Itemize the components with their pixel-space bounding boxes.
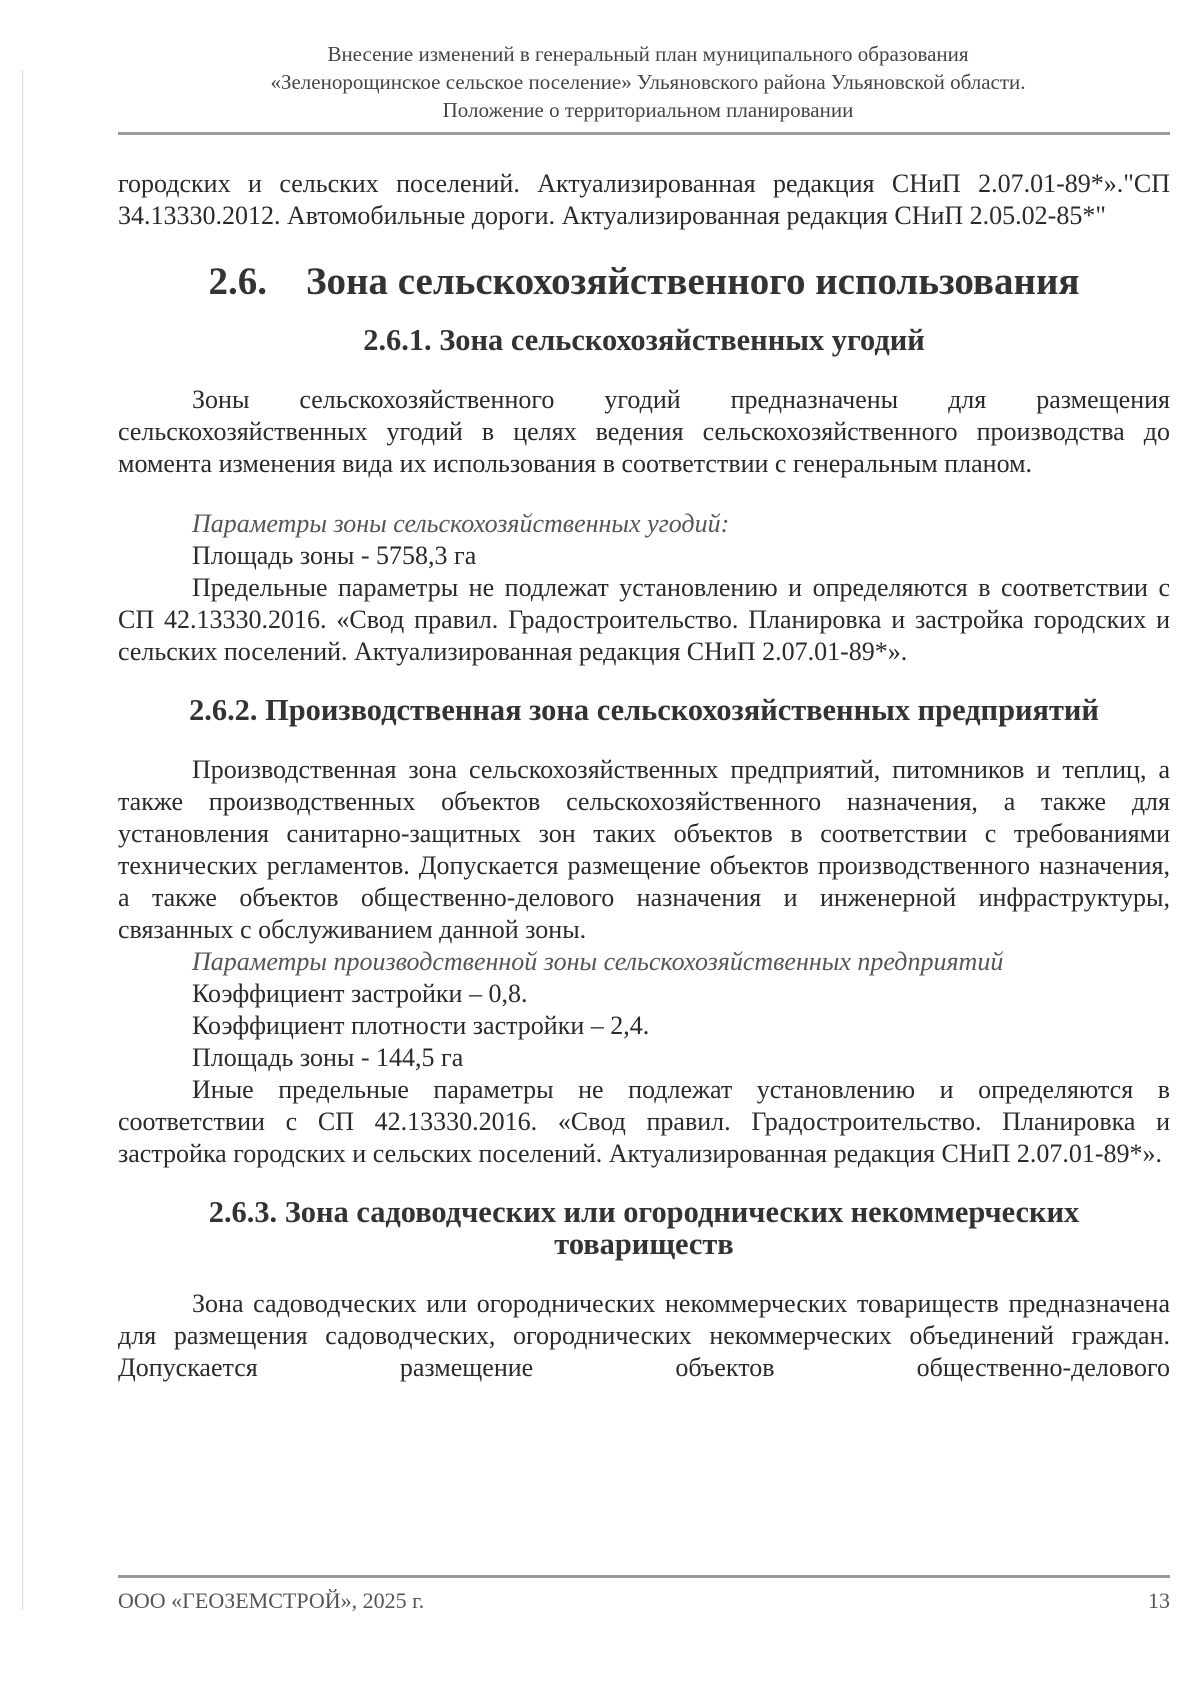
footer-divider (118, 1575, 1170, 1578)
intro-paragraph: городских и сельских поселений. Актуализированная редакция СНиП 2.07.01-89*»."СП 34.13330.2012. Автомобильные дороги. Актуализированная редакция СНиП 2.05.02-85*" (118, 169, 1170, 230)
section-2-6-2-paragraph: Производственная зона сельскохозяйственных предприятий, питомников и теплиц, а также производственных объектов сельскохозяйственного назначения, а также для установления санитарно-защитных зон таких объектов в соответствии с требованиями технических регламентов. Допускается размещение объектов производственного назначения, а также объектов общественно-делового назначения и инженерной инфраструктуры, связанных с обслуживанием данной зоны. (118, 755, 1170, 944)
section-2-6-title: Зона сельскохозяйственного использования (305, 260, 1080, 303)
section-2-6-2-coef-density: Коэффициент плотности застройки – 2,4. (192, 1011, 650, 1040)
section-2-6-3-heading-line-2: товариществ (554, 1227, 734, 1261)
section-2-6-3-heading-line-1: 2.6.3. Зона садоводческих или огороднических некоммерческих (208, 1195, 1080, 1229)
header-line-3: Положение о территориальном планировании (442, 98, 854, 122)
header-line-1: Внесение изменений в генеральный план муниципального образования (327, 42, 969, 66)
header-divider (118, 132, 1170, 135)
footer-company: ООО «ГЕОЗЕМСТРОЙ», 2025 г. (118, 1588, 425, 1613)
section-2-6-2-coef-build: Коэффициент застройки – 0,8. (192, 979, 528, 1008)
section-2-6-1-paragraph: Зоны сельскохозяйственного угодий предназначены для размещения сельскохозяйственных угодий в целях ведения сельскохозяйственного производства до момента изменения вида их использования в соответствии с генеральным планом. (118, 385, 1170, 478)
section-2-6-2-area: Площадь зоны - 144,5 га (192, 1043, 464, 1072)
section-2-6-heading (118, 260, 1170, 303)
running-header (118, 40, 1178, 124)
section-2-6-3-paragraph: Зона садоводческих или огороднических некоммерческих товариществ предназначена для размещения садоводческих, огороднических некоммерческих объединений граждан. Допускается размещение объектов общественно-делового (118, 1289, 1170, 1382)
section-2-6-number: 2.6. (208, 260, 267, 303)
section-2-6-2-heading: 2.6.2. Производственная зона сельскохозяйственных предприятий (189, 693, 1099, 727)
document-body (118, 168, 1170, 1384)
page-number: 13 (1148, 1588, 1170, 1613)
section-2-6-2-params-title: Параметры производственной зоны сельскохозяйственных предприятий (192, 947, 1004, 976)
header-line-2: «Зеленорощинское сельское поселение» Ульяновского района Ульяновской области. (270, 70, 1026, 94)
section-2-6-1-heading: 2.6.1. Зона сельскохозяйственных угодий (363, 323, 925, 357)
scan-margin-line (22, 70, 23, 1610)
section-2-6-1-params-title: Параметры зоны сельскохозяйственных угодий: (192, 509, 730, 538)
section-2-6-1-area: Площадь зоны - 5758,3 га (192, 541, 477, 570)
section-2-6-1-limits: Предельные параметры не подлежат установлению и определяются в соответствии с СП 42.13330.2016. «Свод правил. Градостроительство. Планировка и застройка городских и сельских поселений. Актуализированная редакция СНиП 2.07.01-89*». (118, 573, 1170, 666)
running-footer (118, 1588, 1170, 1614)
section-2-6-2-limits: Иные предельные параметры не подлежат установлению и определяются в соответствии с СП 42.13330.2016. «Свод правил. Градостроительство. Планировка и застройка городских и сельских поселений. Актуализированная редакция СНиП 2.07.01-89*». (118, 1075, 1170, 1168)
section-2-6-3-heading (118, 1196, 1170, 1260)
